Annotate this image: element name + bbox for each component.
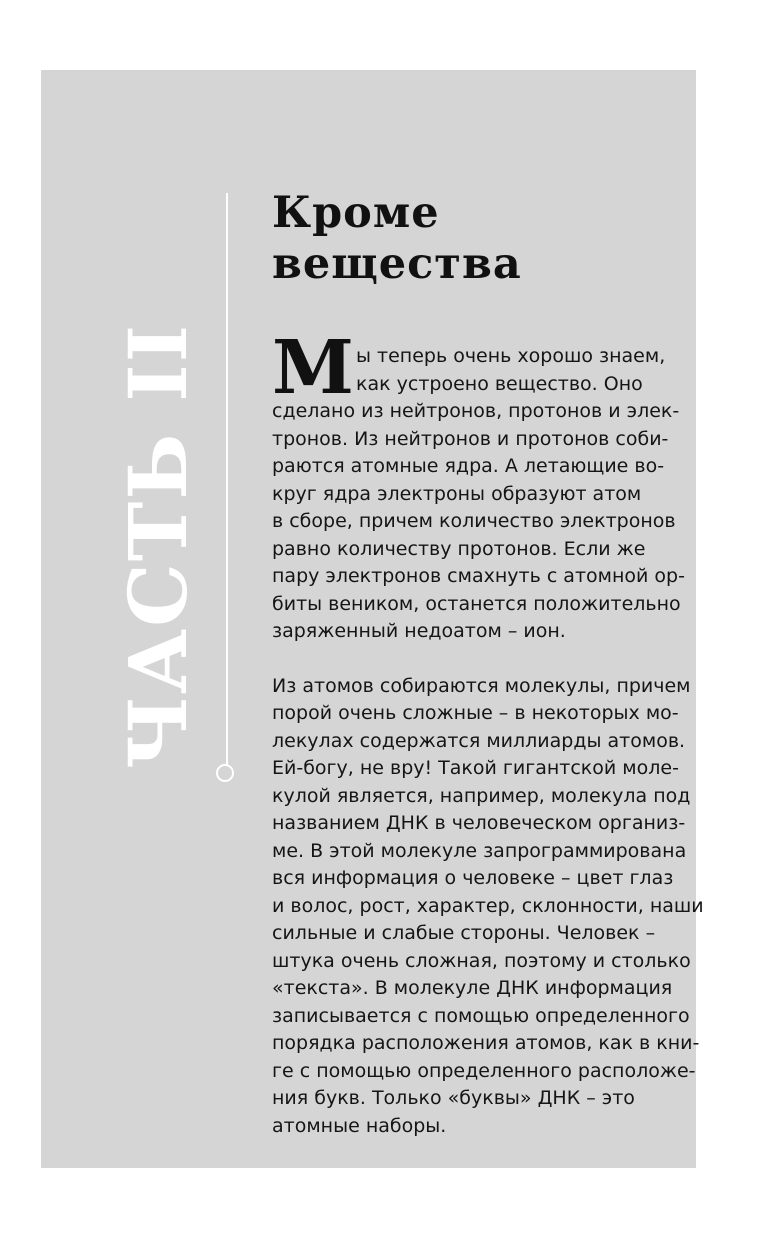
- text-line: лекулах содержатся миллиарды атомов.: [272, 729, 686, 752]
- rule-end-circle-icon: [216, 764, 234, 782]
- text-line: в сборе, причем количество электронов: [272, 510, 676, 532]
- text-line: сильные и слабые стороны. Человек –: [272, 922, 656, 944]
- text-line: раются атомные ядра. А летающие во-: [272, 455, 665, 477]
- text-line: ния букв. Только «буквы» ДНК – это: [272, 1087, 635, 1109]
- text-line: вся информация о человеке – цвет глаз: [272, 867, 674, 889]
- text-line: как устроено вещество. Оно: [356, 372, 643, 395]
- text-line: сделано из нейтронов, протонов и элек-: [272, 400, 680, 422]
- text-line: ге с помощью определенного расположе-: [272, 1059, 696, 1082]
- paragraph-2: [272, 673, 704, 1141]
- chapter-title: [272, 188, 522, 290]
- text-line: штука очень сложная, поэтому и столько: [272, 949, 691, 972]
- title-line: вещества: [272, 239, 522, 289]
- text-line: Из атомов собираются молекулы, причем: [272, 674, 691, 697]
- drop-cap: М: [272, 325, 354, 411]
- title-line: Кроме: [272, 188, 440, 238]
- text-line: ы теперь очень хорошо знаем,: [356, 345, 666, 367]
- part-label: ЧАСТЬ II: [111, 322, 205, 770]
- body-text: [272, 325, 704, 1140]
- text-line: Ей-богу, не вру! Такой гигантской моле-: [272, 757, 679, 779]
- text-line: тронов. Из нейтронов и протонов соби-: [272, 427, 669, 450]
- text-line: порой очень сложные – в некоторых мо-: [272, 702, 679, 724]
- text-line: пару электронов смахнуть с атомной ор-: [272, 565, 685, 587]
- text-line: биты веником, останется положительно: [272, 592, 681, 615]
- vertical-rule: [226, 193, 228, 765]
- text-line: кулой является, например, молекула под: [272, 784, 691, 807]
- text-line: атомные наборы.: [272, 1114, 447, 1137]
- paragraph-1: [272, 325, 685, 646]
- text-line: порядка расположения атомов, как в кни-: [272, 1032, 700, 1054]
- text-line: ме. В этой молекуле запрограммирована: [272, 839, 687, 862]
- text-line: и волос, рост, характер, склонности, наши: [272, 894, 704, 917]
- text-line: равно количеству протонов. Если же: [272, 537, 646, 560]
- text-line: заряженный недоатом – ион.: [272, 620, 566, 642]
- text-line: названием ДНК в человеческом организ-: [272, 812, 686, 834]
- text-line: записывается с помощью определенного: [272, 1004, 690, 1027]
- text-line: круг ядра электроны образуют атом: [272, 482, 642, 505]
- text-line: «текста». В молекуле ДНК информация: [272, 977, 673, 999]
